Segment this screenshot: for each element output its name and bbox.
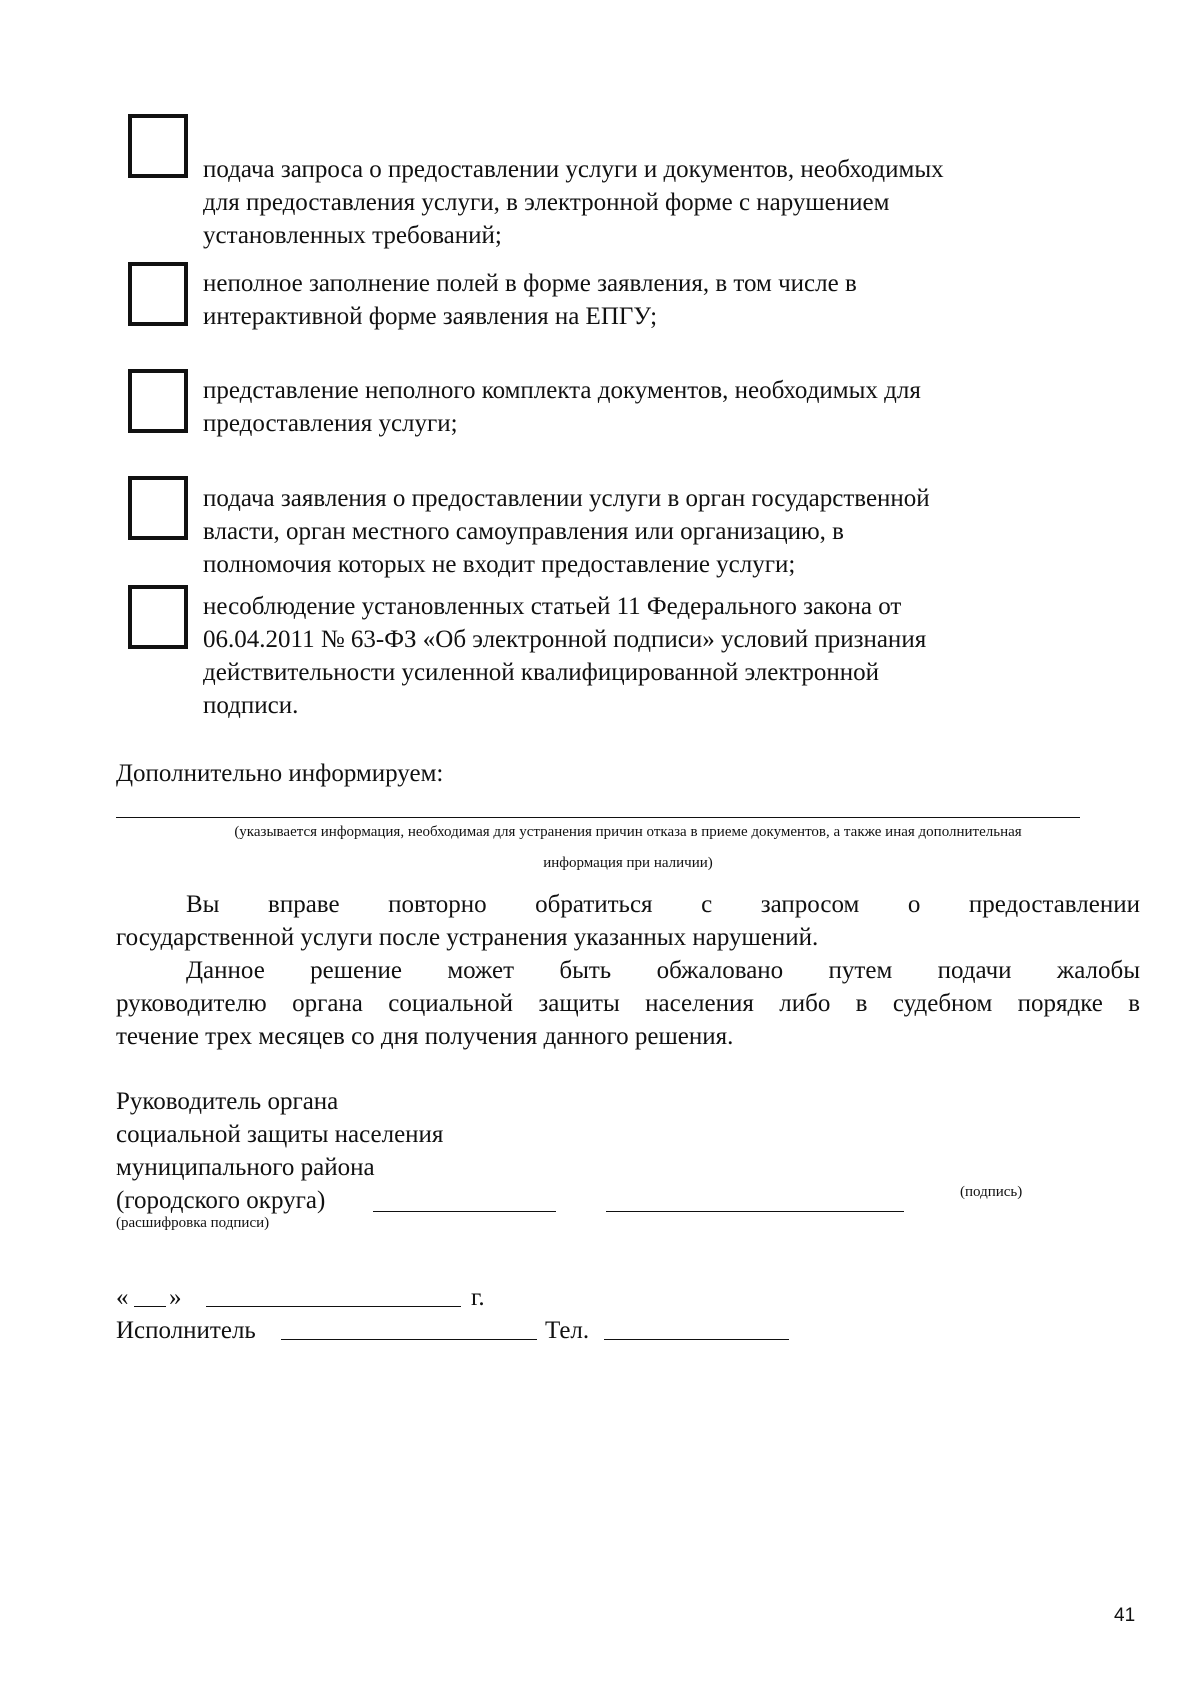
reason-text-2: неполное заполнение полей в форме заявления, в том числе в интерактивной форме заявления на ЕПГУ; (203, 270, 857, 330)
reason-checkbox-5[interactable] (128, 585, 188, 649)
additional-info-hint-2: информация при наличии) (543, 855, 713, 871)
signature-title-line-2: социальной защиты населения (116, 1121, 444, 1148)
paragraph-1-line-1: Вы вправе повторно обратиться с запросом о предоставлении (186, 891, 1140, 918)
date-day-field[interactable] (134, 1306, 166, 1307)
phone-field[interactable] (604, 1339, 789, 1340)
phone-label: Тел. (545, 1317, 590, 1344)
paragraph-2-line-3: течение трех месяцев со дня получения данного решения. (116, 1023, 734, 1050)
signature-title-line-1: Руководитель органа (116, 1088, 339, 1115)
date-month-field[interactable] (206, 1306, 461, 1307)
additional-info-label: Дополнительно информируем: (116, 760, 444, 787)
date-quote-open: « (116, 1284, 129, 1311)
signature-decoding-line[interactable] (606, 1211, 904, 1212)
signature-title-line-4: (городского округа) (116, 1187, 326, 1214)
executor-label: Исполнитель (116, 1317, 256, 1344)
additional-info-hint-1: (указывается информация, необходимая для устранения причин отказа в приеме документов, а также иная дополнительная (234, 824, 1022, 840)
reason-checkbox-4[interactable] (128, 476, 188, 540)
page-number: 41 (1114, 1605, 1136, 1626)
reason-text-3: представление неполного комплекта документов, необходимых для предоставления услуги; (203, 377, 921, 437)
signature-caption: (подпись) (960, 1184, 1023, 1200)
date-quote-close: » (169, 1284, 182, 1311)
reason-checkbox-2[interactable] (128, 262, 188, 326)
reason-checkbox-1[interactable] (128, 114, 188, 178)
paragraph-2-line-2: руководителю органа социальной защиты населения либо в судебном порядке в (116, 990, 1140, 1017)
reason-text-4: подача заявления о предоставлении услуги в орган государственной власти, орган местного самоуправления или организацию, в полномочия которых не входит предоставление услуги; (203, 485, 930, 578)
signature-decoding-caption: (расшифровка подписи) (116, 1215, 270, 1231)
paragraph-1-line-2: государственной услуги после устранения указанных нарушений. (116, 924, 819, 951)
signature-title-line-3: муниципального района (116, 1154, 375, 1181)
additional-info-line[interactable] (116, 817, 1080, 818)
paragraph-2-line-1: Данное решение может быть обжаловано путем подачи жалобы (186, 957, 1140, 984)
executor-field[interactable] (281, 1339, 537, 1340)
reason-checkbox-3[interactable] (128, 369, 188, 433)
reason-text-5: несоблюдение установленных статьей 11 Федерального закона от 06.04.2011 № 63-ФЗ «Об электронной подписи» условий признания действительности усиленной квалифицированной электронной подписи. (203, 593, 927, 719)
signature-line[interactable] (373, 1211, 556, 1212)
reason-text-1: подача запроса о предоставлении услуги и документов, необходимых для предоставления услуги, в электронной форме с нарушением установленных требований; (203, 156, 944, 249)
date-year-suffix: г. (471, 1284, 485, 1311)
